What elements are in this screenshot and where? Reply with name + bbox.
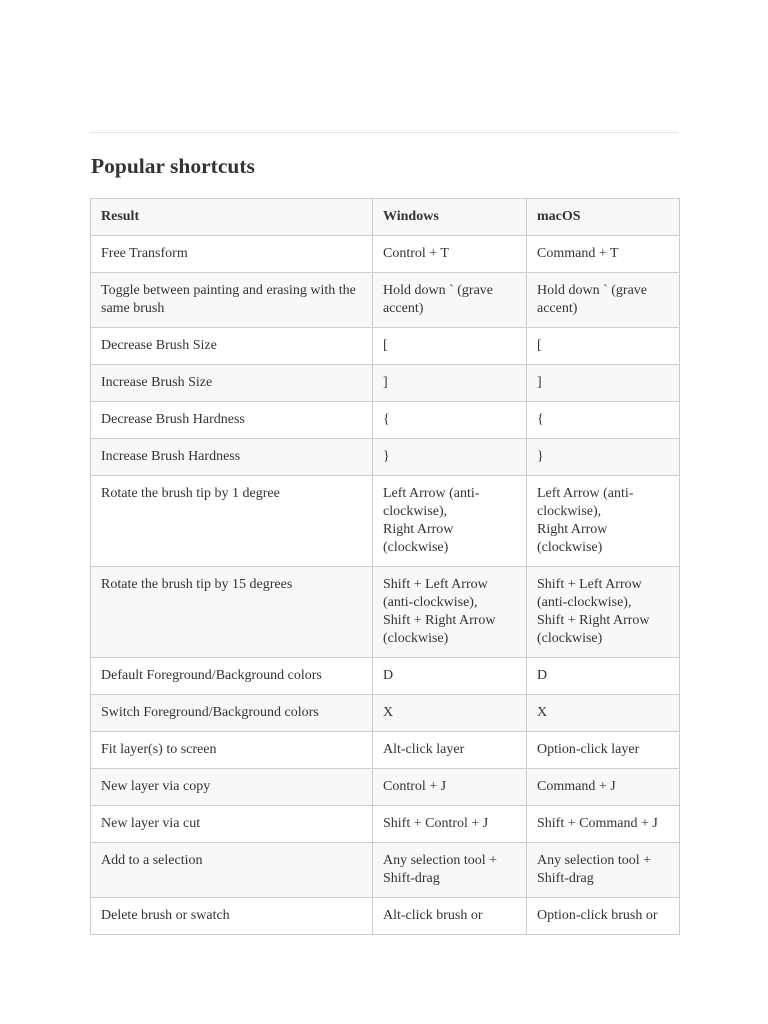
macos-shortcut-cell: Command + J	[527, 769, 680, 806]
macos-shortcut-cell: Hold down ` (grave accent)	[527, 273, 680, 328]
macos-shortcut-cell: Option-click layer	[527, 732, 680, 769]
shortcuts-table	[90, 198, 680, 935]
result-cell: New layer via cut	[91, 806, 373, 843]
macos-shortcut-cell: X	[527, 695, 680, 732]
table-row	[91, 843, 680, 898]
result-cell: Delete brush or swatch	[91, 898, 373, 935]
macos-shortcut-cell: {	[527, 402, 680, 439]
macos-shortcut-cell: Shift + Left Arrow (anti-clockwise), Shift + Right Arrow (clockwise)	[527, 567, 680, 658]
table-header-row	[91, 199, 680, 236]
table-row	[91, 732, 680, 769]
table-row	[91, 402, 680, 439]
macos-shortcut-cell: [	[527, 328, 680, 365]
column-header-result: Result	[91, 199, 373, 236]
table-row	[91, 273, 680, 328]
windows-shortcut-cell: ]	[373, 365, 527, 402]
section-divider	[90, 132, 678, 133]
windows-shortcut-cell: Alt-click brush or	[373, 898, 527, 935]
windows-shortcut-cell: Shift + Control + J	[373, 806, 527, 843]
section-title: Popular shortcuts	[91, 154, 255, 178]
table-row	[91, 695, 680, 732]
windows-shortcut-cell: [	[373, 328, 527, 365]
windows-shortcut-cell: Alt-click layer	[373, 732, 527, 769]
windows-shortcut-cell: Left Arrow (anti-clockwise), Right Arrow (clockwise)	[373, 476, 527, 567]
table-row	[91, 328, 680, 365]
macos-shortcut-cell: Option-click brush or	[527, 898, 680, 935]
windows-shortcut-cell: X	[373, 695, 527, 732]
windows-shortcut-cell: {	[373, 402, 527, 439]
result-cell: Default Foreground/Background colors	[91, 658, 373, 695]
macos-shortcut-cell: Command + T	[527, 236, 680, 273]
windows-shortcut-cell: D	[373, 658, 527, 695]
result-cell: Switch Foreground/Background colors	[91, 695, 373, 732]
macos-shortcut-cell: }	[527, 439, 680, 476]
table-row	[91, 439, 680, 476]
table-row	[91, 365, 680, 402]
result-cell: Increase Brush Size	[91, 365, 373, 402]
result-cell: Free Transform	[91, 236, 373, 273]
result-cell: Increase Brush Hardness	[91, 439, 373, 476]
table-row	[91, 769, 680, 806]
column-header-macos: macOS	[527, 199, 680, 236]
result-cell: Decrease Brush Size	[91, 328, 373, 365]
table-row	[91, 567, 680, 658]
result-cell: Rotate the brush tip by 1 degree	[91, 476, 373, 567]
windows-shortcut-cell: }	[373, 439, 527, 476]
windows-shortcut-cell: Control + T	[373, 236, 527, 273]
table-row	[91, 236, 680, 273]
macos-shortcut-cell: Left Arrow (anti-clockwise), Right Arrow (clockwise)	[527, 476, 680, 567]
result-cell: Rotate the brush tip by 15 degrees	[91, 567, 373, 658]
table-row	[91, 476, 680, 567]
result-cell: Add to a selection	[91, 843, 373, 898]
windows-shortcut-cell: Hold down ` (grave accent)	[373, 273, 527, 328]
macos-shortcut-cell: ]	[527, 365, 680, 402]
windows-shortcut-cell: Any selection tool + Shift-drag	[373, 843, 527, 898]
result-cell: Toggle between painting and erasing with the same brush	[91, 273, 373, 328]
windows-shortcut-cell: Shift + Left Arrow (anti-clockwise), Shift + Right Arrow (clockwise)	[373, 567, 527, 658]
table-row	[91, 806, 680, 843]
windows-shortcut-cell: Control + J	[373, 769, 527, 806]
table-row	[91, 898, 680, 935]
result-cell: New layer via copy	[91, 769, 373, 806]
result-cell: Fit layer(s) to screen	[91, 732, 373, 769]
table-row	[91, 658, 680, 695]
macos-shortcut-cell: Any selection tool + Shift-drag	[527, 843, 680, 898]
result-cell: Decrease Brush Hardness	[91, 402, 373, 439]
column-header-windows: Windows	[373, 199, 527, 236]
macos-shortcut-cell: Shift + Command + J	[527, 806, 680, 843]
macos-shortcut-cell: D	[527, 658, 680, 695]
